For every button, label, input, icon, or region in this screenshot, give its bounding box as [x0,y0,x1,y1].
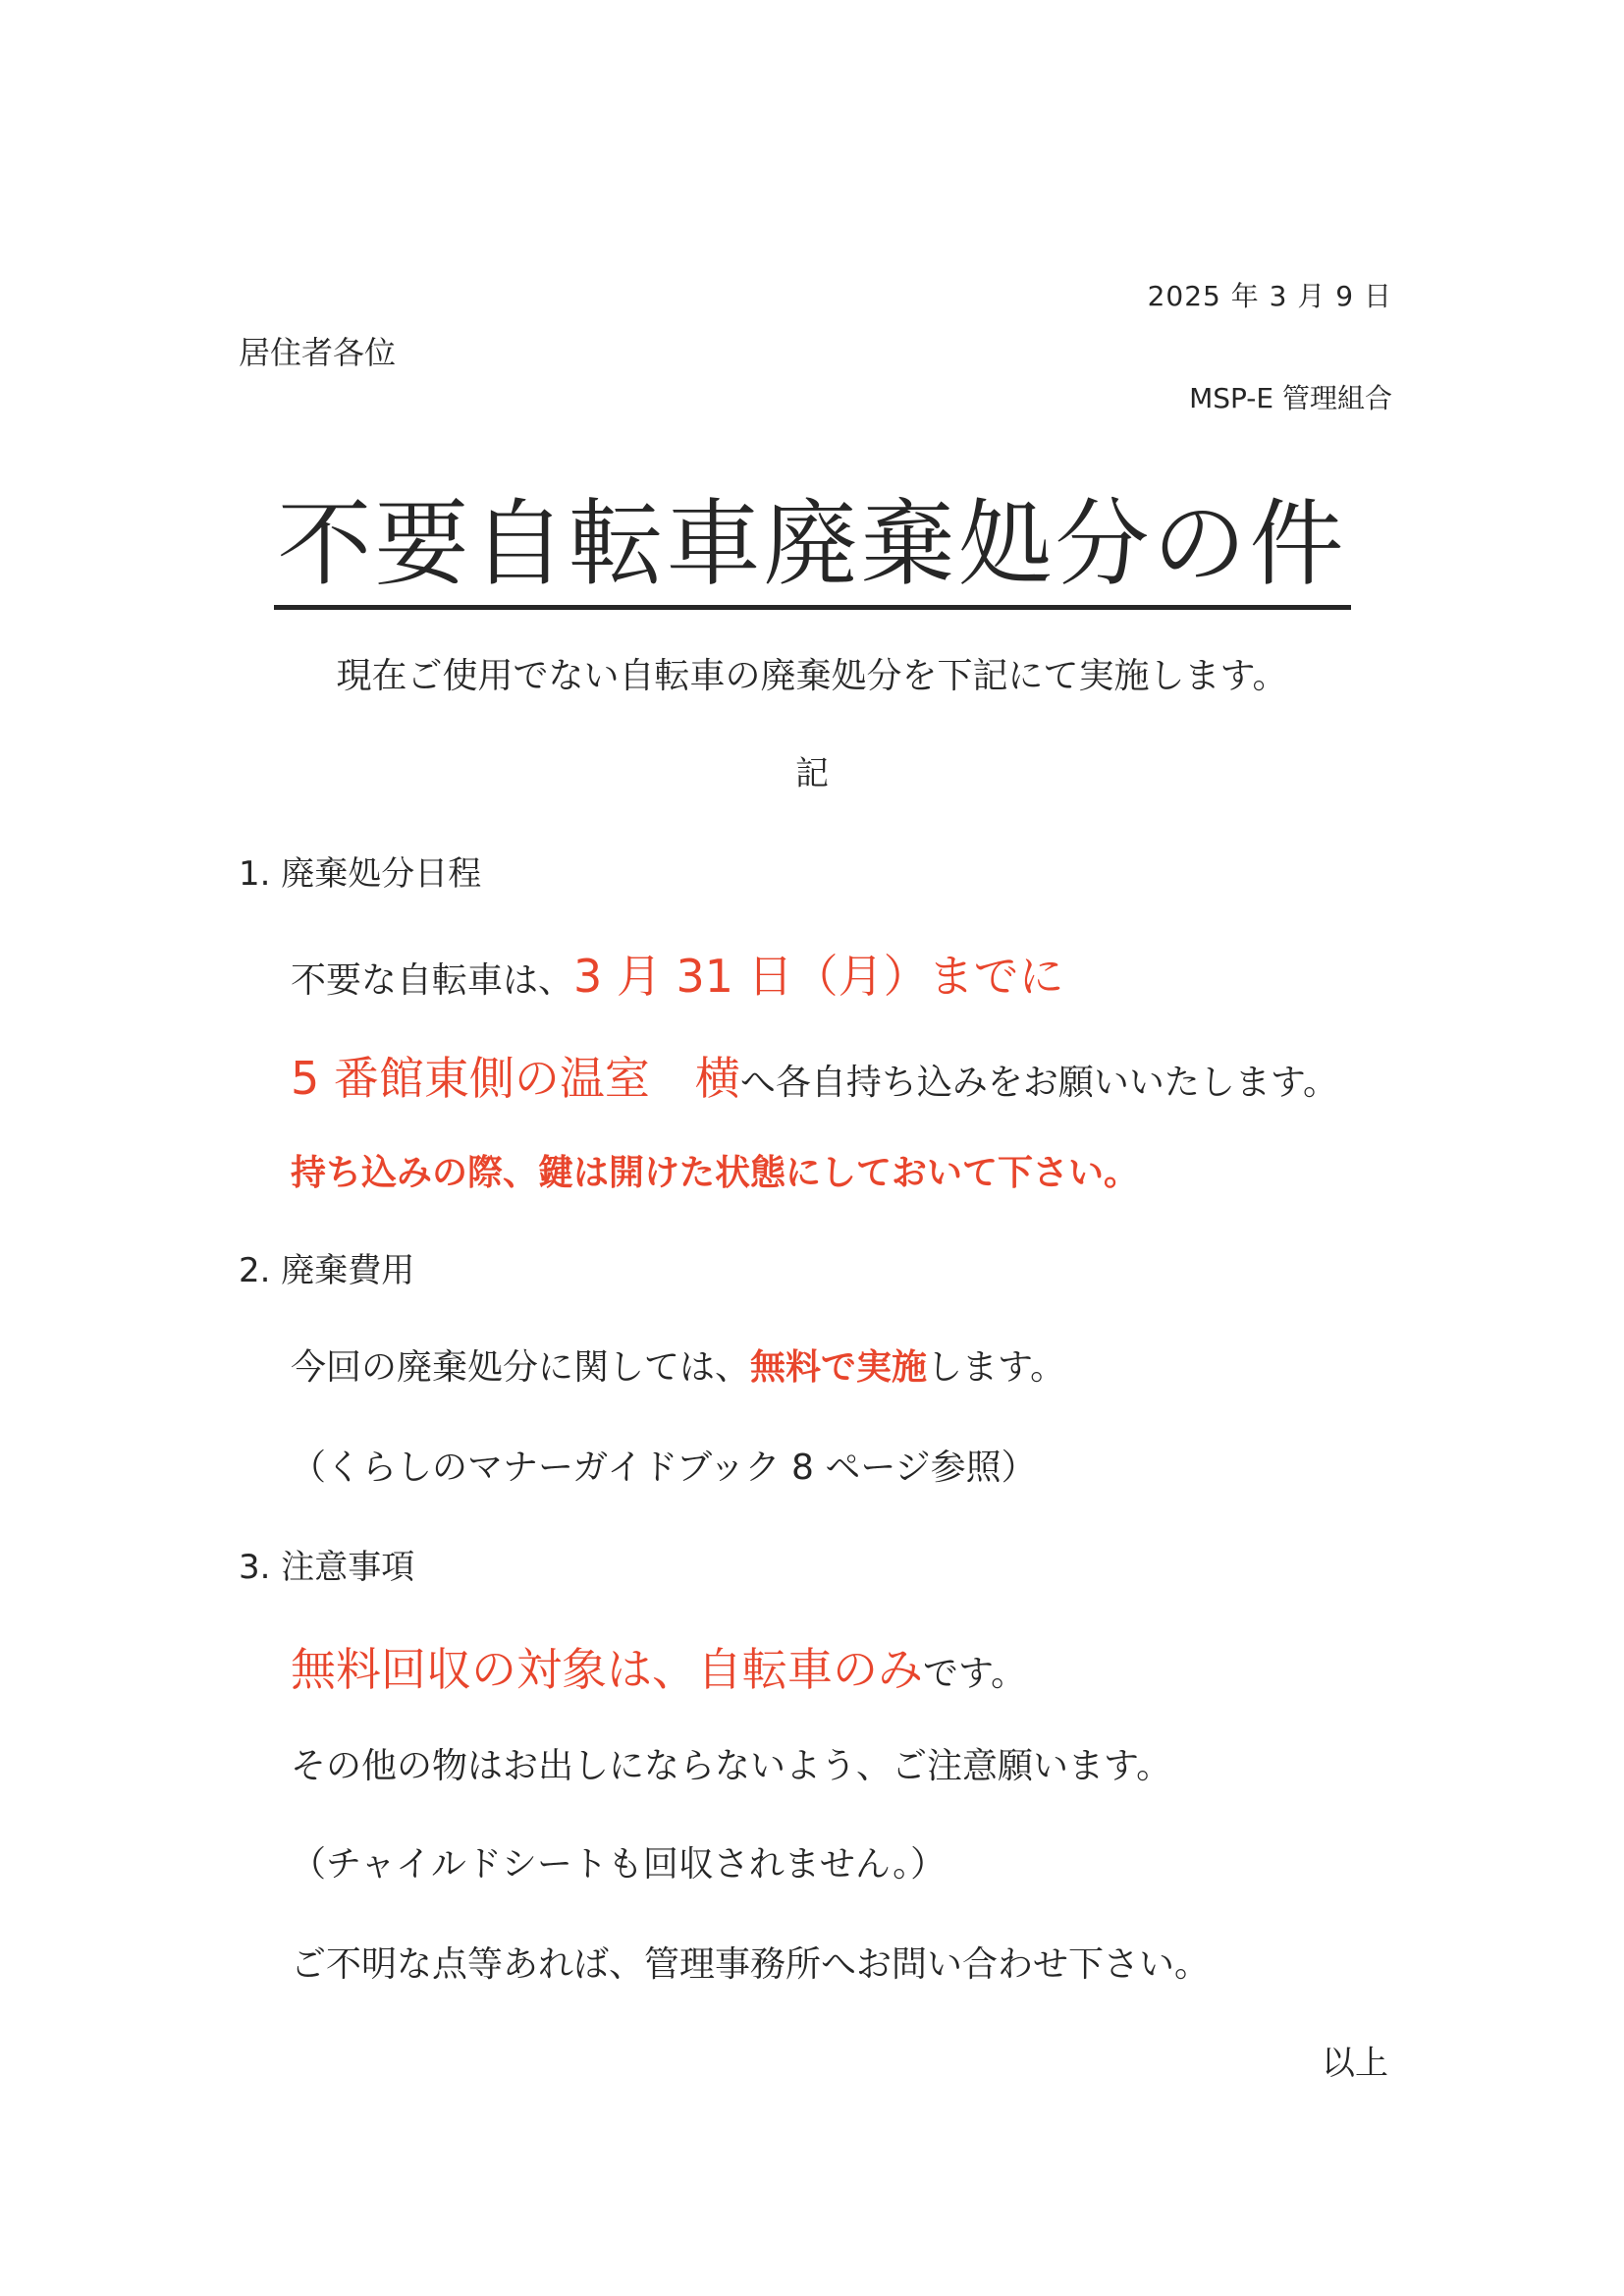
document-title: 不要自転車廃棄処分の件 [274,493,1351,610]
section-1-line-1-plain: 不要な自転車は、 [291,960,574,1001]
document-title-block [0,489,1624,610]
section-1-deadline: 3 月 31 日（月）までに [573,950,1064,1003]
sender: MSP-E 管理組合 [1189,382,1392,414]
section-2-free-note: 無料で実施 [750,1347,928,1388]
section-3-line-4: ご不明な点等あれば、管理事務所へお問い合わせ下さい。 [291,1944,1211,1985]
section-2-line-1 [291,1339,1065,1390]
section-3-heading: 3. 注意事項 [239,1548,415,1587]
section-2-line-2: （くらしのマナーガイドブック 8 ページ参照） [291,1448,1037,1488]
section-1-location: 5 番館東側の温室 横 [291,1052,740,1105]
section-1-heading: 1. 廃棄処分日程 [239,854,482,894]
ki-marker: 記 [795,754,829,793]
section-1-lock-note: 持ち込みの際、鍵は開けた状態にしておいて下さい。 [291,1153,1140,1193]
section-1-line-2-plain: へ各自持ち込みをお願いいたします。 [739,1063,1339,1103]
section-1-line-2 [291,1043,1338,1108]
section-3-bicycle-only: 無料回収の対象は、自転車のみ [291,1643,923,1696]
section-2-heading: 2. 廃棄費用 [239,1251,415,1290]
section-3-line-1-plain: です。 [923,1654,1027,1694]
closing-mark: 以上 [1322,2044,1388,2083]
section-2-line-1-plain-b: します。 [927,1347,1066,1388]
section-1-line-1 [291,941,1064,1006]
section-3-line-3: （チャイルドシートも回収されません。） [291,1844,947,1885]
section-3-line-1 [291,1634,1026,1699]
intro-text: 現在ご使用でない自転車の廃棄処分を下記にて実施します。 [336,656,1288,696]
document-date: 2025 年 3 月 9 日 [1147,280,1392,312]
recipient: 居住者各位 [239,334,397,371]
section-3-line-2: その他の物はお出しにならないよう、ご注意願います。 [291,1746,1172,1786]
section-2-line-1-plain-a: 今回の廃棄処分に関しては、 [291,1347,751,1388]
